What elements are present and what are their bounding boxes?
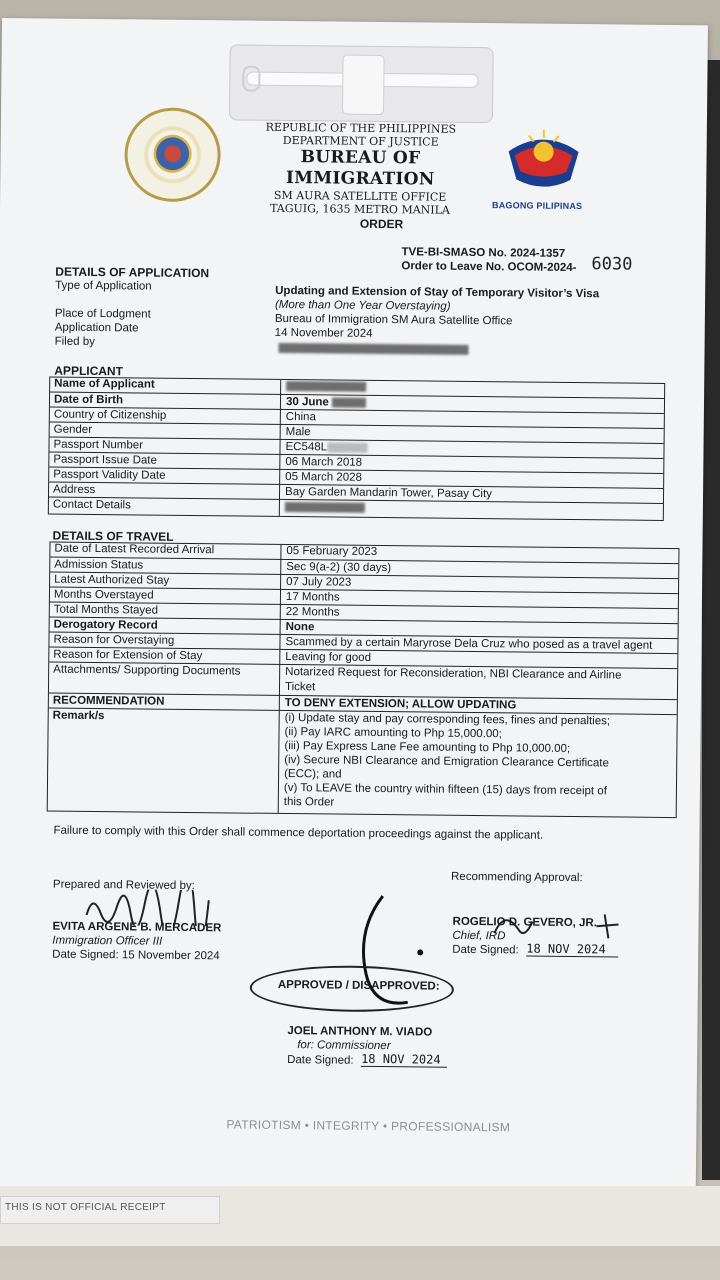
order-leave-label: Order to Leave No. OCOM-2024-: [401, 260, 577, 275]
table-row: Country of Citizenship China: [50, 407, 664, 429]
deportation-notice: Failure to comply with this Order shall commence deportation proceedings against the applicant.: [53, 824, 544, 842]
commissioner-title: for: Commissioner: [297, 1039, 391, 1053]
recommending-label: Recommending Approval:: [450, 870, 583, 885]
table-row: Months Overstayed 17 Months: [50, 587, 678, 595]
bureau-seal-icon: [124, 107, 221, 202]
table-row: Reason for Overstaying Scammed by a certain Maryrose Dela Cruz who posed as a travel agent: [50, 632, 678, 640]
commissioner-name: JOEL ANTHONY M. VIADO: [287, 1025, 433, 1039]
application-heading: DETAILS OF APPLICATION: [55, 264, 210, 281]
table-row: Reason for Extension of Stay Leaving for good: [49, 647, 677, 655]
bagong-pilipinas-logo-icon: [500, 121, 587, 200]
table-row: Name of Applicant: [50, 377, 664, 398]
table-row: Attachments/ Supporting Documents Notarized Request for Reconsideration, NBI Clearance and Airline Ticket: [49, 662, 677, 700]
commissioner-date: 18 NOV 2024: [361, 1052, 447, 1068]
table-row: Total Months Stayed 22 Months: [50, 602, 678, 610]
receipt-note: THIS IS NOT OFFICIAL RECEIPT: [5, 1202, 166, 1213]
table-row: Contact Details: [49, 497, 663, 519]
table-row: Latest Authorized Stay 07 July 2023: [50, 572, 678, 580]
remarks-row: Remark/s (i) Update stay and pay corresponding fees, fines and penalties; (ii) Pay IARC amounting to Php 15,000.00; (iii) Pay Express Lane Fee amounting to Php 10,000.00; (iv) Secure NBI Clearance and Emigration Clearance Certificate (ECC); and (v) To LEAVE the country within fifteen (15) days from receipt of this Order: [48, 708, 677, 818]
order-ref-no: TVE-BI-SMASO No. 2024-1357: [401, 246, 566, 260]
redacted-filer: [279, 343, 469, 355]
recommender-date-label: Date Signed:: [452, 943, 519, 957]
paper-clip: [229, 44, 494, 123]
letterhead: REPUBLIC OF THE PHILIPPINES DEPARTMENT OF JUSTICE BUREAU OF IMMIGRATION SM AURA SATELLITE OFFICE TAGUIG, 1635 METRO MANILA: [265, 120, 457, 217]
preparer-date: Date Signed: 15 November 2024: [52, 948, 220, 963]
travel-table: [47, 542, 680, 819]
table-row: Passport Validity Date 05 March 2028: [49, 467, 663, 489]
preparer-name: EVITA ARGENE B. MERCADER: [52, 920, 222, 935]
applicant-heading: APPLICANT: [54, 363, 124, 379]
recommender-name: ROGELIO D. GEVERO, JR.: [452, 915, 598, 930]
recommender-title: Chief, IRD: [452, 929, 506, 943]
recommender-date: 18 NOV 2024: [526, 942, 618, 958]
table-row: Passport Number EC548L: [49, 437, 663, 459]
table-row: Address Bay Garden Mandarin Tower, Pasay City: [49, 482, 663, 504]
receipt-strip: [0, 1196, 220, 1224]
travel-heading: DETAILS OF TRAVEL: [52, 528, 174, 544]
preparer-title: Immigration Officer III: [52, 934, 163, 948]
table-row: Passport Issue Date 06 March 2018: [49, 452, 663, 474]
footer-motto: PATRIOTISM • INTEGRITY • PROFESSIONALISM: [226, 1117, 511, 1135]
order-document: REPUBLIC OF THE PHILIPPINES DEPARTMENT OF JUSTICE BUREAU OF IMMIGRATION SM AURA SATELLITE OFFICE TAGUIG, 1635 METRO MANILA BAGONG PILIPINAS ORDER TVE-BI-SMASO No. 2024-1357 Order to Leave No. OCOM-2024- 6030 DETAILS OF APPLICATION Type of Application Updating and Extension of Stay of Temporary Visitor’s Visa (More than One Year Overstaying) Place of Lodgment Bureau of Immigration SM Aura Satellite Office Application Date 14 November 2024 Filed by APPLICANT Name of Applicant Date of Birth 30 June Country of Citizenship China Gender Male Passport Number EC548L Passport Issue Date 06 March 2018 Passport Validity Date 05 March 2028 Address Bay Garden Mandarin Tower, Pasay City Contact Details DETAILS OF TRAVEL Date of Latest Recorded Arrival 05 February 2023 Admission Status Sec 9(a-2) (30 days) Latest Authorized Stay 07 July 2023 Months Overstayed 17 Months Total Months Stayed 22 Months Derogatory Record None Reason for Overstaying Scammed by a certain Maryrose Dela Cruz who posed as a travel agent Reason for Extension of Stay Leaving for good Attachments/ Supporting Documents Notarized Request for Reconsideration, NBI Clearance and Airline Ticket RECOMMENDATION TO DENY EXTENSION; ALLOW UPDATING Remark/s (i) Update stay and pay corresponding fees, fines and penalties; (ii) Pay IARC amounting to Php 15,000.00; (iii) Pay Express Lane Fee amounting to Php 10,000.00; (iv) Secure NBI Clearance and Emigration Clearance Certificate (ECC); and (v) To LEAVE the country within fifteen (15) days from receipt of this Order Failure to comply with this Order shall commence deportation proceedings against the applicant. Prepared and Reviewed by: EVITA ARGENE B. MERCADER Immigration Officer III Date Signed: 15 November 2024 Recommending Approval: ROGELIO D. GEVERO, JR. Chief, IRD Date Signed: 18 NOV 2024 APPROVED / DISAPPROVED: JOEL ANTHONY M. VIADO for: Commissioner Date Signed: 18 NOV 2024 PATRIOTISM • INTEGRITY • PROFESSIONALISM: [0, 18, 708, 1195]
order-leave-no: 6030: [591, 254, 633, 275]
commissioner-date-label: Date Signed:: [287, 1054, 354, 1067]
table-row: Gender Male: [50, 422, 664, 444]
approval-line: APPROVED / DISAPPROVED:: [277, 978, 440, 993]
applicant-table: [48, 377, 665, 521]
table-row: Date of Birth 30 June: [50, 392, 664, 414]
order-title: ORDER: [359, 216, 404, 232]
table-row: Date of Latest Recorded Arrival 05 February 2023: [54, 542, 378, 558]
table-row: Derogatory Record None: [50, 617, 678, 625]
table-row: RECOMMENDATION TO DENY EXTENSION; ALLOW UPDATING: [49, 693, 677, 701]
prepared-label: Prepared and Reviewed by:: [52, 878, 195, 893]
table-row: Admission Status Sec 9(a-2) (30 days): [50, 557, 678, 565]
